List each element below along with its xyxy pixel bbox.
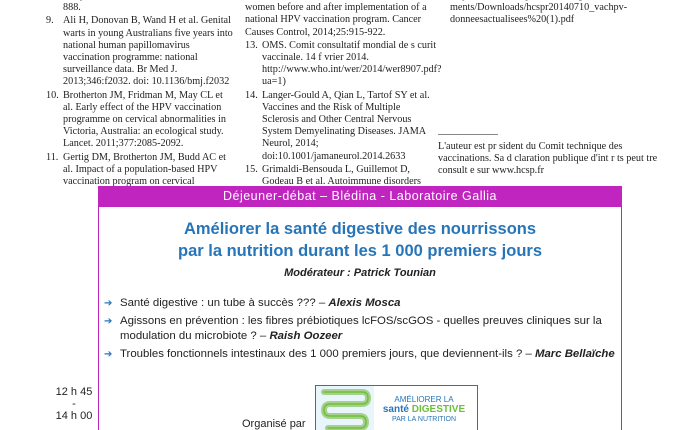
reference-entry — [245, 0, 430, 39]
arrow-right-icon: ➔ — [104, 349, 113, 360]
reference-url-text: ments/Downloads/hcspr20140710_vachpv- donneesactualisees%20(1).pdf — [450, 2, 628, 26]
event-time — [54, 386, 94, 422]
intestine-icon — [316, 386, 374, 430]
reference-entry — [46, 152, 234, 186]
reference-text: 888. — [63, 2, 81, 14]
reference-text: Langer-Gould A, Qian L, Tartof SY et al. Vaccines and the Risk of Multiple Sclerosis and Other Central Nervous System Demyelinating Diseases. JAMA Neurol, 2014; doi:10.1001/jamaneurol.2014.2633 — [262, 89, 430, 162]
reference-entry — [245, 164, 430, 186]
reference-text: Gertig DM, Brotherton JM, Budd AC et al. Impact of a population-based HPV vaccination program on cervical — [63, 151, 226, 186]
references-column-3 — [450, 0, 665, 27]
references-column-1 — [46, 0, 234, 186]
event-title-line-1: Améliorer la santé digestive des nourrissons — [183, 220, 537, 238]
reference-entry — [46, 0, 234, 14]
logo-text — [374, 395, 474, 425]
event-program-list — [104, 296, 619, 365]
reference-number: 9. — [46, 15, 54, 27]
event-time-end: 14 h 00 — [55, 410, 93, 422]
reference-number: 13. — [245, 39, 258, 51]
event-moderator: Modérateur : Patrick Tounian — [284, 267, 436, 279]
program-item-text: Troubles fonctionnels intestinaux des 1 000 premiers jours, que deviennent-ils ? – — [120, 348, 535, 360]
arrow-right-icon: ➔ — [104, 316, 113, 327]
reference-text: Grimaldi-Bensouda L, Guillemot D, Godeau B et al. Autoimmune disorders — [262, 163, 422, 186]
event-header: Déjeuner-débat – Blédina - Laboratoire Gallia — [98, 186, 622, 207]
program-item — [104, 347, 619, 362]
program-item-speaker: Raish Oozeer — [269, 330, 343, 342]
reference-number: 10. — [46, 89, 59, 101]
event-title — [98, 218, 622, 262]
program-item-speaker: Marc Bellaïche — [534, 348, 615, 360]
logo-line-1: AMÉLIORER LA — [394, 395, 454, 404]
arrow-right-icon: ➔ — [104, 298, 113, 309]
reference-number: 15. — [245, 163, 258, 175]
event-title-line-2: par la nutrition durant les 1 000 premiers jours — [177, 242, 543, 260]
program-item — [104, 296, 619, 311]
logo-line-3: PAR LA NUTRITION — [391, 416, 457, 423]
reference-number: 11. — [46, 151, 59, 163]
note-divider — [438, 134, 498, 135]
reference-text: women before and after implementation of a national HPV vaccination program. Cancer Causes Control, 2014;25:915-922. — [245, 2, 427, 38]
reference-text: OMS. Comit consultatif mondial de s curit vaccinale. 14 f vrier 2014. http://www.who.int/wer/2014/wer8907.pdf?ua=1) — [262, 39, 442, 88]
logo-line-2 — [374, 405, 474, 415]
program-item-content — [120, 296, 401, 311]
reference-entry — [245, 90, 430, 163]
reference-entry — [245, 39, 442, 89]
program-item-content — [120, 347, 615, 362]
program-item-text: Santé digestive : un tube à succès ??? – — [120, 297, 329, 309]
event-time-separator: - — [72, 398, 76, 410]
reference-number: 14. — [245, 89, 258, 101]
organised-by-label: Organisé par — [242, 418, 306, 430]
reference-entry — [46, 90, 234, 151]
logo-line-2-b: DIGESTIVE — [411, 404, 466, 415]
program-item-speaker: Alexis Mosca — [328, 297, 401, 309]
reference-entry — [46, 15, 234, 88]
event-time-start: 12 h 45 — [55, 386, 93, 398]
event-logo — [315, 385, 478, 430]
program-item — [104, 314, 619, 344]
author-note: L'auteur est pr sident du Comit technique des vaccinations. Sa d claration publique d'int r ts peut tre consult e sur www.hcsp.fr — [438, 141, 658, 177]
program-item-content — [120, 314, 619, 344]
references-column-2 — [245, 0, 442, 186]
program-item-text: Agissons en prévention : les fibres prébiotiques lcFOS/scGOS - quelles preuves cliniques sur la modulation du microbiote ? – — [120, 315, 602, 342]
logo-line-2-a: santé — [382, 404, 412, 415]
reference-text: Ali H, Donovan B, Wand H et al. Genital warts in young Australians five years into national human papillomavirus vaccination programme: national surveillance data. Br Med J. 2013;346:f2032. doi: 10.1136/bmj.f2032 — [63, 15, 233, 88]
reference-text: Brotherton JM, Fridman M, May CL et al. Early effect of the HPV vaccination programme on cervical abnormalities in Victoria, Australia: an ecological study. Lancet. 2011;377:2085-2092. — [63, 89, 226, 150]
